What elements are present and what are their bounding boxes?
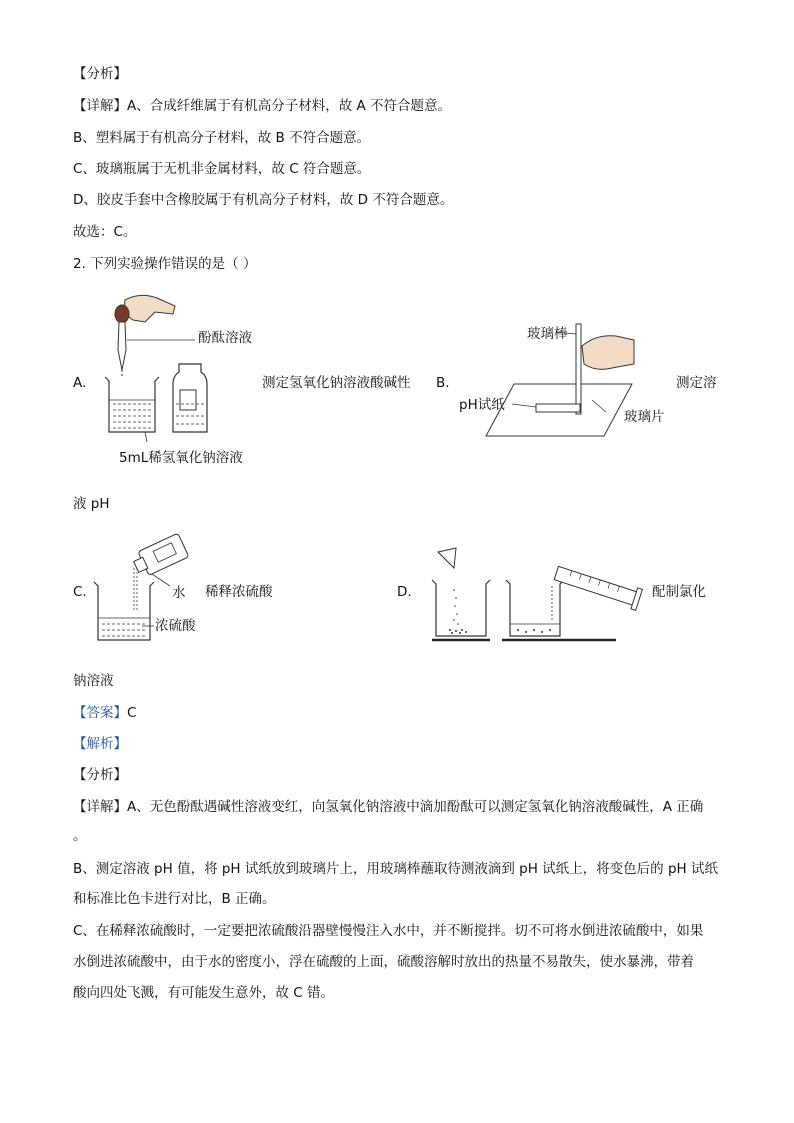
option-a-figure — [95, 292, 245, 442]
answer-detail-b-2: 和标准比色卡进行对比，B 正确。 — [73, 891, 276, 907]
option-d-letter: D. — [397, 584, 412, 600]
analysis-heading-1: 【分析】 — [73, 66, 127, 82]
option-b-caption-2: 液 pH — [73, 496, 110, 512]
detail-a-1: 【详解】A、合成纤维属于有机高分子材料，故 A 不符合题意。 — [73, 98, 452, 114]
answer-tag: 【答案】 — [73, 705, 127, 721]
label-water: 水 — [172, 585, 186, 601]
question-stem: 2. 下列实验操作错误的是（ ） — [73, 256, 257, 272]
answer-detail-a-1: 【详解】A、无色酚酞遇碱性溶液变红，向氢氧化钠溶液中滴加酚酞可以测定氢氧化钠溶液酸碱性，A 正确 — [73, 799, 704, 815]
option-c-caption: 稀释浓硫酸 — [205, 584, 273, 600]
answer-detail-c-2: 水倒进浓硫酸中，由于水的密度小，浮在硫酸的上面，硫酸溶解时放出的热量不易散失，使水暴沸，带着 — [73, 954, 694, 970]
option-d-figure — [430, 546, 650, 646]
detail-c-1: C、玻璃瓶属于无机非金属材料，故 C 符合题意。 — [73, 161, 371, 177]
label-naoh-solution: 5mL稀氢氧化钠溶液 — [119, 450, 243, 466]
explain-tag: 【解析】 — [73, 736, 127, 752]
answer-detail-a-2: 。 — [73, 828, 87, 844]
label-conc-acid: 浓硫酸 — [155, 618, 196, 634]
answer-detail-c-3: 酸向四处飞溅，有可能发生意外，故 C 错。 — [73, 985, 335, 1001]
option-c-letter: C. — [73, 584, 87, 600]
option-a-caption: 测定氢氧化钠溶液酸碱性 — [262, 375, 411, 391]
option-b-letter: B. — [436, 375, 450, 391]
answer-detail-c-1: C、在稀释浓硫酸时，一定要把浓硫酸沿器壁慢慢注入水中，并不断搅拌。切不可将水倒进浓硫酸中，如果 — [73, 923, 704, 939]
label-glass-plate: 玻璃片 — [624, 409, 665, 425]
detail-d-1: D、胶皮手套中含橡胶属于有机高分子材料，故 D 不符合题意。 — [73, 192, 454, 208]
option-d-caption-2: 钠溶液 — [73, 673, 114, 689]
analysis-heading-2: 【分析】 — [73, 767, 127, 783]
label-glass-rod: 玻璃棒 — [527, 326, 568, 342]
option-b-caption-1: 测定溶 — [676, 375, 717, 391]
choice-1: 故选：C。 — [73, 224, 137, 240]
label-phenolphthalein: 酚酞溶液 — [198, 330, 252, 346]
answer-line — [73, 703, 136, 723]
option-a-letter: A. — [73, 375, 87, 391]
detail-b-1: B、塑料属于有机高分子材料，故 B 不符合题意。 — [73, 130, 371, 146]
answer-value: C — [127, 705, 137, 721]
label-ph-paper: pH试纸 — [459, 397, 505, 413]
answer-detail-b-1: B、测定溶液 pH 值，将 pH 试纸放到玻璃片上，用玻璃棒蘸取待测液滴到 pH 试纸上，将变色后的 pH 试纸 — [73, 861, 718, 877]
option-d-caption-1: 配制氯化 — [652, 584, 706, 600]
